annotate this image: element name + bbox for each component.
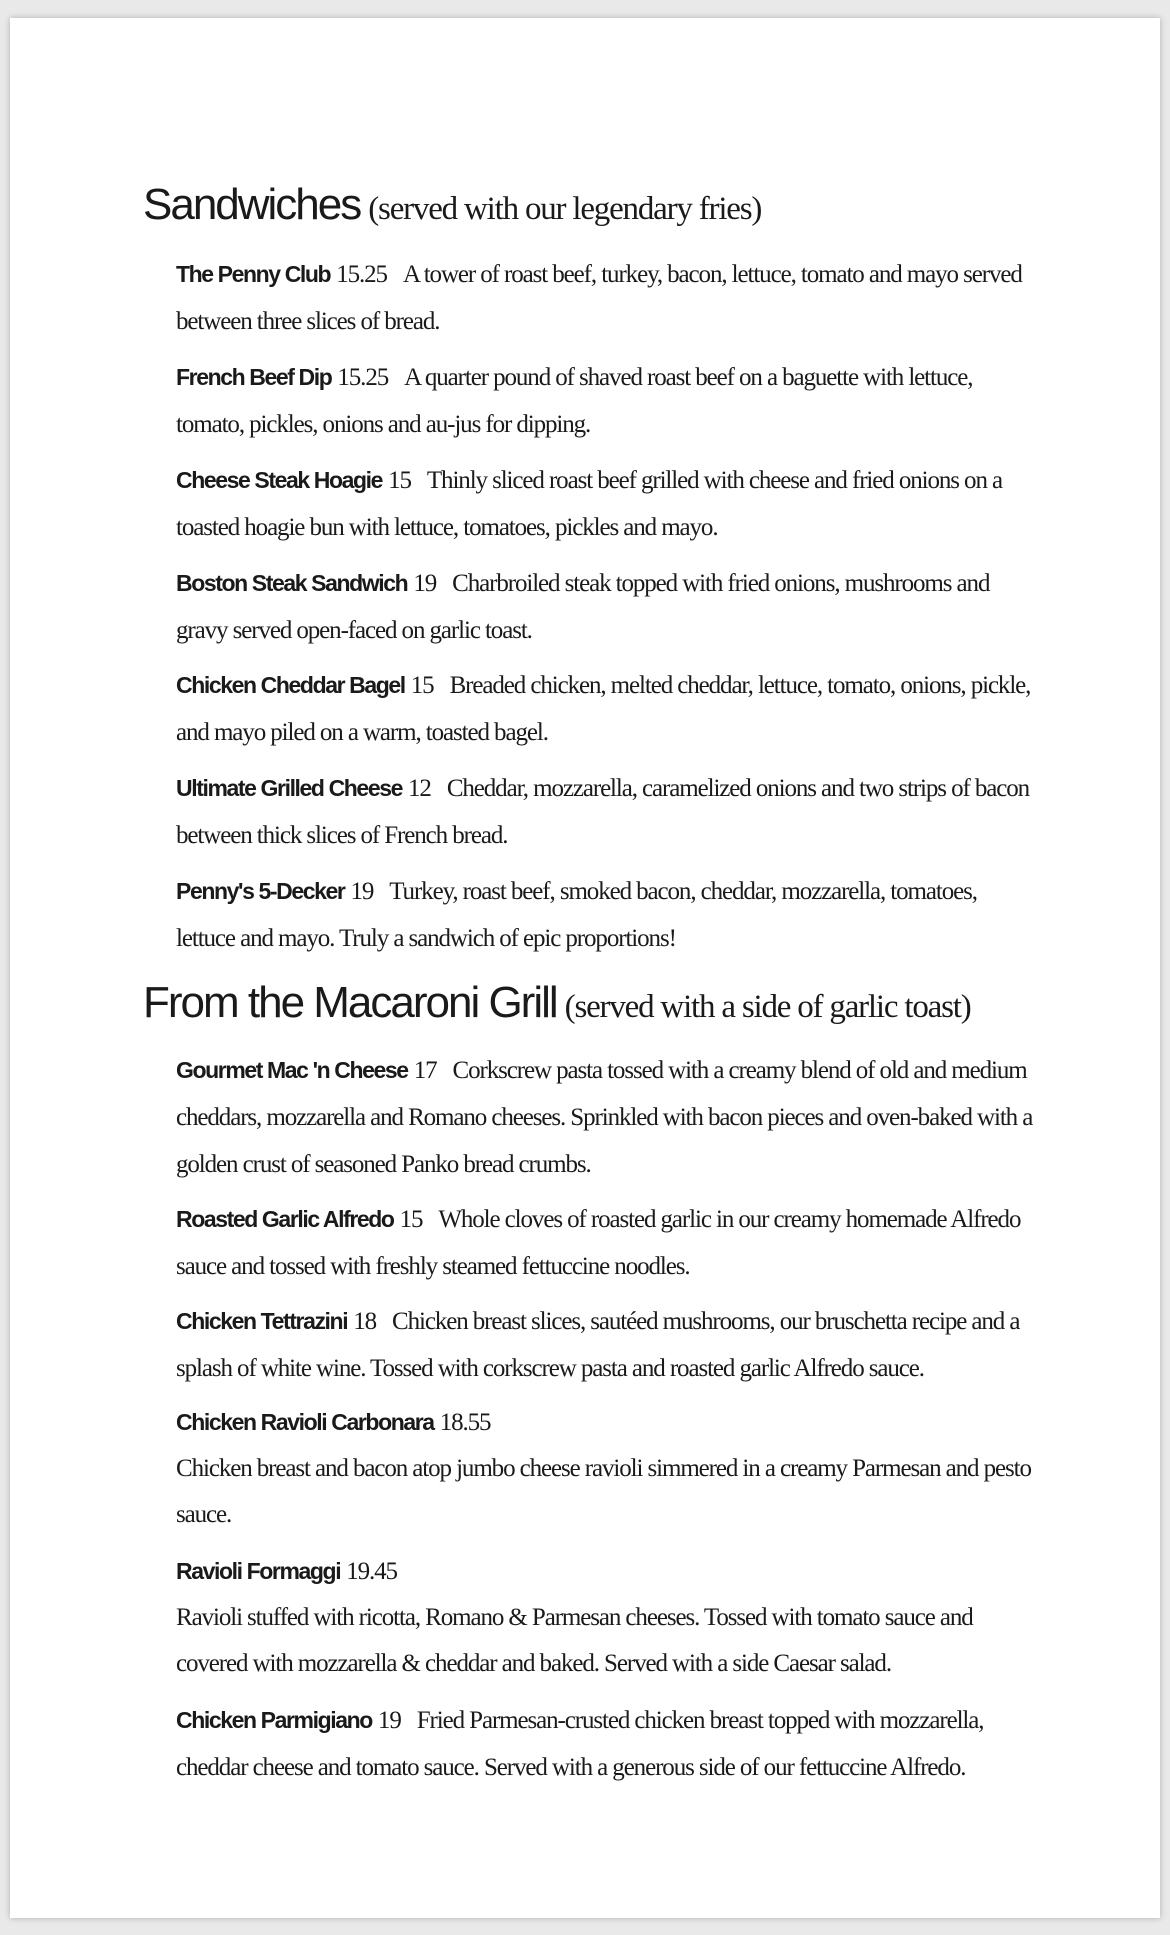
item-description: A quarter pound of shaved roast beef on a baguette with lettuce, tomato, pickles, onions and au-jus for dipping. (176, 364, 973, 438)
menu-item (176, 868, 1036, 962)
item-price: 15.25 (336, 261, 387, 288)
item-description: Ravioli stuffed with ricotta, Romano & Parmesan cheeses. Tossed with tomato sauce and covered with mozzarella & cheddar and baked. Served with a side Caesar salad. (176, 1604, 973, 1677)
menu-item (176, 765, 1036, 859)
item-price: 15 (388, 467, 411, 494)
section-subtitle: (served with a side of garlic toast) (564, 989, 971, 1025)
item-price: 17 (413, 1057, 437, 1084)
item-description: Fried Parmesan-crusted chicken breast topped with mozzarella, cheddar cheese and tomato sauce. Served with a generous side of our fettuccine Alfredo. (176, 1707, 984, 1781)
item-description: Chicken breast and bacon atop jumbo cheese ravioli simmered in a creamy Parmesan and pesto sauce. (176, 1455, 1031, 1528)
section-title: Sandwiches (143, 180, 361, 229)
item-price: 19 (350, 878, 374, 905)
item-price: 18.55 (439, 1409, 491, 1436)
section-title: From the Macaroni Grill (143, 978, 557, 1027)
menu-item (176, 1047, 1036, 1188)
item-name: The Penny Club (176, 261, 331, 287)
item-price: 18 (353, 1308, 376, 1335)
menu-item (176, 1298, 1036, 1392)
item-description: Charbroiled steak topped with fried onions, mushrooms and gravy served open-faced on garlic toast. (176, 570, 990, 644)
item-price: 19.45 (346, 1558, 397, 1585)
item-name: Chicken Ravioli Carbonara (176, 1409, 434, 1435)
item-price: 19 (413, 570, 437, 597)
section-subtitle: (served with our legendary fries) (368, 191, 762, 227)
item-name: Roasted Garlic Alfredo (176, 1206, 394, 1232)
menu-item (176, 1548, 1036, 1687)
item-price: 15 (399, 1206, 423, 1233)
section-heading-sandwiches (143, 180, 762, 229)
item-name: Chicken Cheddar Bagel (176, 672, 405, 698)
item-price: 15 (410, 672, 434, 699)
menu-item (176, 1697, 1036, 1791)
menu-item (176, 457, 1036, 551)
section-heading-macaroni-grill (143, 978, 971, 1027)
item-description: Breaded chicken, melted cheddar, lettuce, tomato, onions, pickle, and mayo piled on a warm, toasted bagel. (176, 672, 1031, 746)
item-name: Chicken Parmigiano (176, 1707, 372, 1733)
item-description: Chicken breast slices, sautéed mushrooms, our bruschetta recipe and a splash of white wine. Tossed with corkscrew pasta and roasted garlic Alfredo sauce. (176, 1308, 1020, 1382)
item-description: Corkscrew pasta tossed with a creamy blend of old and medium cheddars, mozzarella and Romano cheeses. Sprinkled with bacon pieces and oven-baked with a golden crust of seasoned Panko bread crumbs. (176, 1057, 1033, 1178)
item-price: 19 (377, 1707, 401, 1734)
item-name: Penny's 5-Decker (176, 878, 345, 904)
menu-item (176, 251, 1036, 345)
item-name: Boston Steak Sandwich (176, 570, 408, 596)
menu-content (10, 18, 1160, 1918)
menu-item (176, 1196, 1036, 1290)
item-description: Cheddar, mozzarella, caramelized onions and two strips of bacon between thick slices of French bread. (176, 775, 1030, 849)
item-description: Thinly sliced roast beef grilled with cheese and fried onions on a toasted hoagie bun with lettuce, tomatoes, pickles and mayo. (176, 467, 1002, 541)
item-name: Ultimate Grilled Cheese (176, 775, 402, 801)
menu-item (176, 354, 1036, 448)
item-price: 12 (408, 775, 431, 802)
item-name: Ravioli Formaggi (176, 1558, 341, 1584)
menu-item (176, 1399, 1036, 1538)
item-name: Gourmet Mac 'n Cheese (176, 1057, 408, 1083)
item-name: Cheese Steak Hoagie (176, 467, 383, 493)
menu-page (10, 18, 1160, 1918)
item-price: 15.25 (337, 364, 389, 391)
item-name: French Beef Dip (176, 364, 332, 390)
menu-item (176, 662, 1036, 756)
menu-item (176, 560, 1036, 654)
item-description: Turkey, roast beef, smoked bacon, cheddar, mozzarella, tomatoes, lettuce and mayo. Truly a sandwich of epic proportions! (176, 878, 977, 952)
item-description: A tower of roast beef, turkey, bacon, lettuce, tomato and mayo served between three slices of bread. (176, 261, 1022, 335)
item-description: Whole cloves of roasted garlic in our creamy homemade Alfredo sauce and tossed with freshly steamed fettuccine noodles. (176, 1206, 1021, 1280)
item-name: Chicken Tettrazini (176, 1308, 348, 1334)
